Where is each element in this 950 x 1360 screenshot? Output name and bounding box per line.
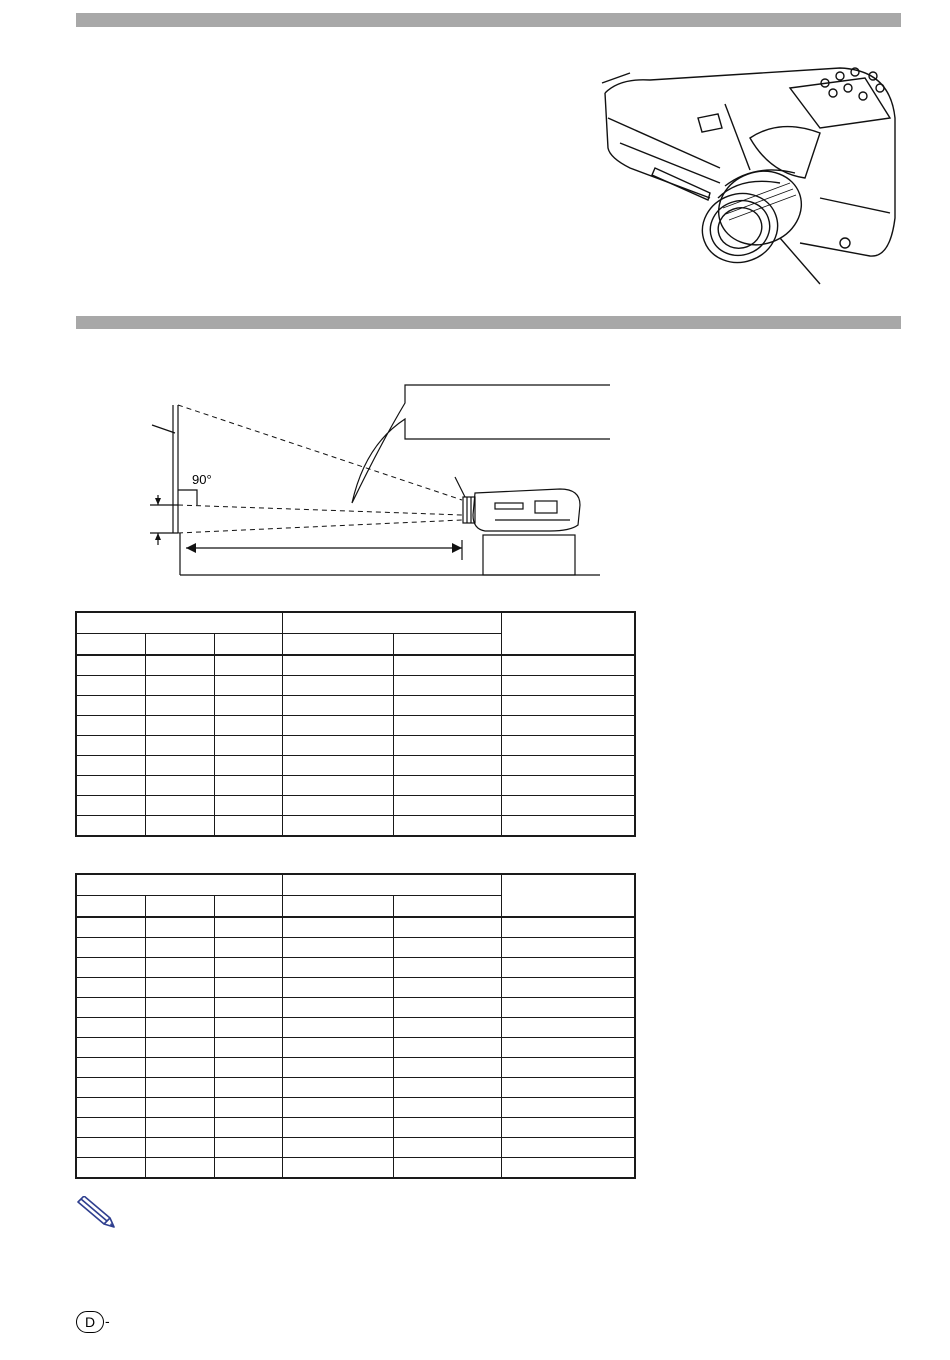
table-row [76,1118,635,1138]
table-row [76,776,635,796]
table-row [76,816,635,837]
table-header-row [76,612,635,634]
table-row [76,1058,635,1078]
pencil-note-icon [74,1196,118,1230]
table-row [76,676,635,696]
table-row [76,938,635,958]
table-row [76,1098,635,1118]
table-row [76,1158,635,1179]
table-row [76,655,635,676]
table-header-row [76,874,635,896]
projection-table-2 [75,873,636,1179]
section-header-bar-top [76,13,901,27]
table-row [76,1138,635,1158]
section-header-bar-middle [76,316,901,329]
page-number-separator: - [105,1313,110,1329]
table-row [76,978,635,998]
table-row [76,1038,635,1058]
table-row [76,696,635,716]
page-letter-badge: D [76,1311,104,1333]
table-row [76,998,635,1018]
table-row [76,917,635,938]
table-row [76,1018,635,1038]
table-row [76,736,635,756]
table-row [76,958,635,978]
angle-label: 90° [192,472,212,487]
table-row [76,796,635,816]
table-row [76,716,635,736]
projection-table-1 [75,611,636,837]
projector-lens-illustration [590,58,910,288]
table-row [76,1078,635,1098]
table-row [76,756,635,776]
